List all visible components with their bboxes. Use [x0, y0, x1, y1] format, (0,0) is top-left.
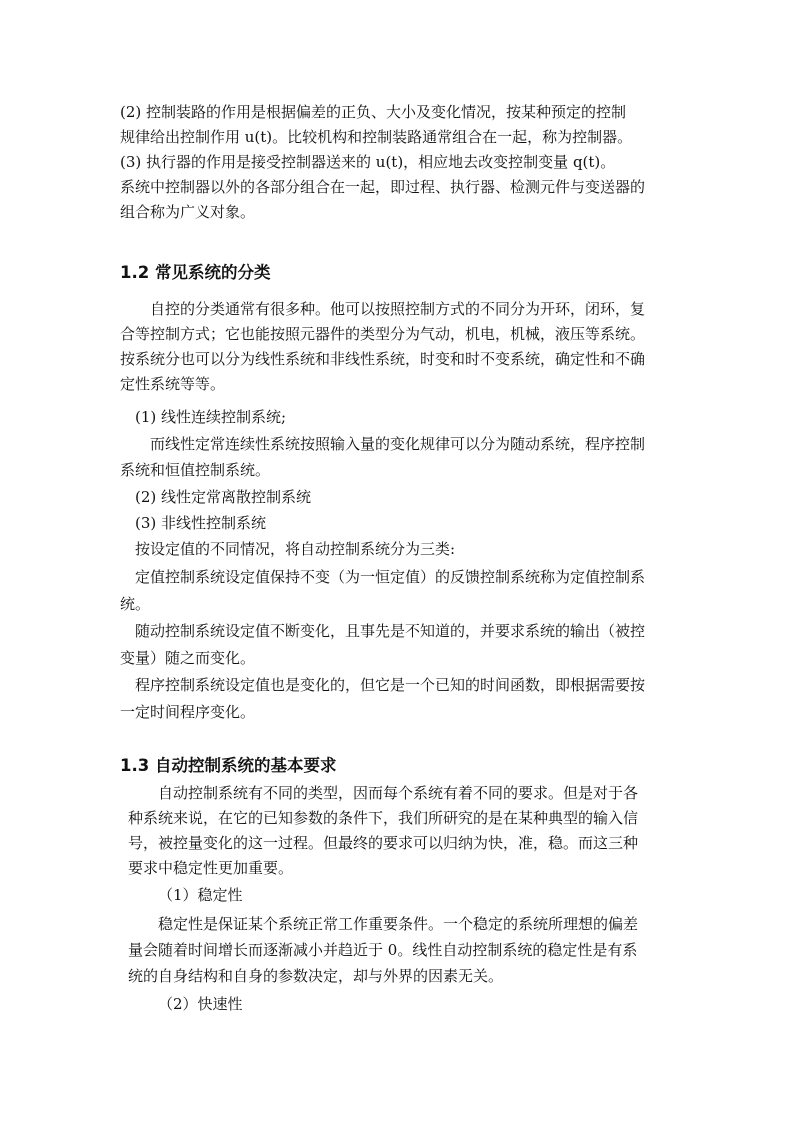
- s12-line-16: 一定时间程序变化。: [120, 703, 256, 721]
- s13-line-4: 要求中稳定性更加重要。: [128, 859, 294, 877]
- s13-line-1: 自动控制系统有不同的类型，因而每个系统有着不同的要求。但是对于各: [158, 784, 639, 802]
- intro-line-4: 系统中控制器以外的各部分组合在一起，即过程、执行器、检测元件与变送器的: [120, 178, 646, 196]
- s13-line-7: 量会随着时间增长而逐渐减小并趋近于 0。线性自动控制系统的稳定性是有系: [128, 941, 638, 959]
- s13-item-1: （1）稳定性: [158, 886, 243, 904]
- s12-line-4: 定性系统等等。: [120, 375, 226, 393]
- intro-line-2: 规律给出控制作用 u(t)。比较机构和控制装路通常组合在一起，称为控制器。: [120, 128, 633, 146]
- s13-line-6: 稳定性是保证某个系统正常工作重要条件。一个稳定的系统所理想的偏差: [158, 915, 639, 933]
- s12-line-7: 系统和恒值控制系统。: [120, 461, 271, 479]
- s12-line-15: 程序控制系统设定值也是变化的，但它是一个已知的时间函数，即根据需要按: [135, 676, 646, 694]
- s12-line-3: 按系统分也可以分为线性系统和非线性系统，时变和时不变系统，确定性和不确: [120, 350, 646, 368]
- s13-line-8: 统的自身结构和自身的参数决定，却与外界的因素无关。: [128, 967, 504, 985]
- s12-item-3: (3) 非线性控制系统: [135, 514, 267, 532]
- intro-line-5: 组合称为广义对象。: [120, 203, 256, 221]
- s13-item-2: （2）快速性: [158, 995, 243, 1013]
- s12-line-12: 统。: [120, 595, 151, 613]
- s12-item-1: (1) 线性连续控制系统;: [135, 408, 287, 426]
- intro-line-1: (2) 控制装路的作用是根据偏差的正负、大小及变化情况，按某种预定的控制: [120, 103, 627, 121]
- s12-line-13: 随动控制系统设定值不断变化，且事先是不知道的，并要求系统的输出（被控: [135, 622, 646, 640]
- s12-line-11: 定值控制系统设定值保持不变（为一恒定值）的反馈控制系统称为定值控制系: [135, 568, 646, 586]
- section-heading-1-2: 1.2 常见系统的分类: [120, 263, 271, 282]
- intro-line-3: (3) 执行器的作用是接受控制器送来的 u(t)，相应地去改变控制变量 q(t)。: [120, 153, 616, 171]
- section-heading-1-3: 1.3 自动控制系统的基本要求: [120, 756, 337, 775]
- s13-line-3: 号，被控量变化的这一过程。但最终的要求可以归纳为快，准，稳。而这三种: [128, 834, 639, 852]
- s12-item-2: (2) 线性定常离散控制系统: [135, 488, 312, 506]
- s12-line-10: 按设定值的不同情况，将自动控制系统分为三类:: [135, 540, 456, 558]
- s12-line-1: 自控的分类通常有很多种。他可以按照控制方式的不同分为开环，闭环，复: [150, 300, 646, 318]
- s12-line-2: 合等控制方式；它也能按照元器件的类型分为气动，机电，机械，液压等系统。: [120, 325, 646, 343]
- s13-line-2: 种系统来说，在它的已知参数的条件下，我们所研究的是在某种典型的输入信: [128, 809, 639, 827]
- s12-line-14: 变量）随之而变化。: [120, 649, 256, 667]
- s12-line-6: 而线性定常连续性系统按照输入量的变化规律可以分为随动系统，程序控制: [150, 435, 646, 453]
